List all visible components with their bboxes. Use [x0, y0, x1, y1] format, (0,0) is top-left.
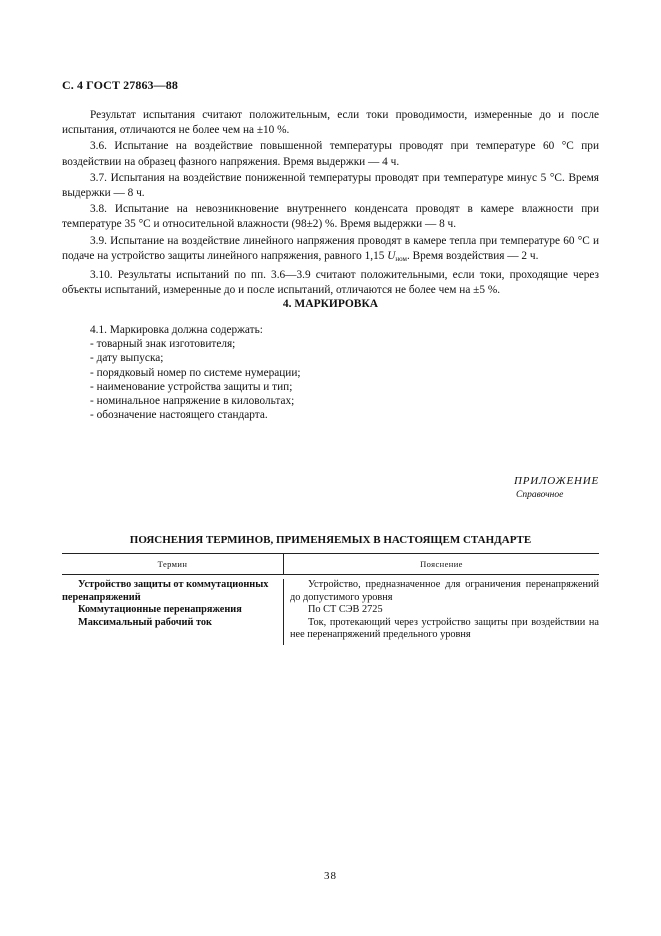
marking-list	[90, 323, 590, 422]
list-item: - товарный знак изготовителя;	[90, 338, 236, 351]
list-item: - наименование устройства защиты и тип;	[90, 380, 293, 393]
table-header	[62, 553, 599, 575]
voltage-u: U	[387, 249, 396, 262]
explanations-column	[284, 579, 599, 645]
terms-column	[62, 579, 284, 645]
body-text	[62, 108, 599, 298]
terms-table	[62, 553, 599, 645]
page-number: 38	[324, 870, 337, 882]
section-title: 4. МАРКИРОВКА	[282, 298, 379, 310]
voltage-symbol	[387, 250, 407, 262]
appendix-title: ПОЯСНЕНИЯ ТЕРМИНОВ, ПРИМЕНЯЕМЫХ В НАСТОЯЩЕМ СТАНДАРТЕ	[129, 534, 532, 546]
list-item: - дату выпуска;	[90, 352, 164, 365]
paragraph-3-9	[62, 234, 599, 267]
paragraph-3-10: 3.10. Результаты испытаний по пп. 3.6—3.9 считают положительными, если токи, проходящие через объекты испытаний, измеренные до и после испытаний, отличаются не более чем на ±5 %.	[62, 269, 599, 297]
paragraph-3-8: 3.8. Испытание на невозникновение внутреннего конденсата проводят в камере влажности при температуре 35 °С и относительной влажности (98±2) %. Время выдержки — 8 ч.	[62, 203, 599, 231]
paragraph-3-6: 3.6. Испытание на воздействие повышенной температуры проводят при температуре 60 °С при воздействии на образец фазного напряжения. Время выдержки — 4 ч.	[62, 140, 599, 168]
appendix-type: Справочное	[516, 490, 564, 500]
paragraph-3-9-text: 3.9. Испытание на воздействие линейного напряжения проводят в камере тепла при температуре 60 °С и подаче на устройство защиты линейного напряжения, равного 1,15	[62, 234, 599, 262]
table-cell-term: Максимальный рабочий ток	[78, 616, 212, 628]
table-cell-explanation: Устройство, предназначенное для ограничения перенапряжений до допустимого уровня	[290, 579, 599, 603]
list-item: 4.1. Маркировка должна содержать:	[90, 324, 263, 336]
voltage-subscript: ном	[395, 254, 407, 263]
list-item: - номинальное напряжение в киловольтах;	[90, 395, 295, 408]
list-item: - обозначение настоящего стандарта.	[90, 409, 268, 422]
paragraph-3-9-tail: . Время воздействия — 2 ч.	[406, 249, 539, 262]
appendix-heading: ПРИЛОЖЕНИЕ	[514, 475, 599, 487]
column-header-explanation: Пояснение	[420, 558, 463, 569]
paragraph-3-7: 3.7. Испытания на воздействие пониженной температуры проводят при температуре минус 5 °С. Время выдержки — 8 ч.	[62, 171, 599, 200]
page-header: С. 4 ГОСТ 27863—88	[62, 78, 178, 92]
table-body	[62, 575, 599, 645]
paragraph-result: Результат испытания считают положительным, если токи проводимости, измеренные до и после испытания, отличаются не более чем на ±10 %.	[62, 109, 599, 137]
table-cell-term: Коммутационные перенапряжения	[78, 604, 242, 616]
list-item: - порядковый номер по системе нумерации;	[90, 366, 301, 379]
appendix-label	[514, 474, 599, 502]
table-cell-explanation: По СТ СЭВ 2725	[308, 604, 383, 616]
table-cell-term: Устройство защиты от коммутационных перенапряжений	[62, 579, 269, 603]
column-header-term: Термин	[62, 554, 284, 574]
table-cell-explanation: Ток, протекающий через устройство защиты при воздействии на нее перенапряжений предельного уровня	[290, 616, 599, 641]
